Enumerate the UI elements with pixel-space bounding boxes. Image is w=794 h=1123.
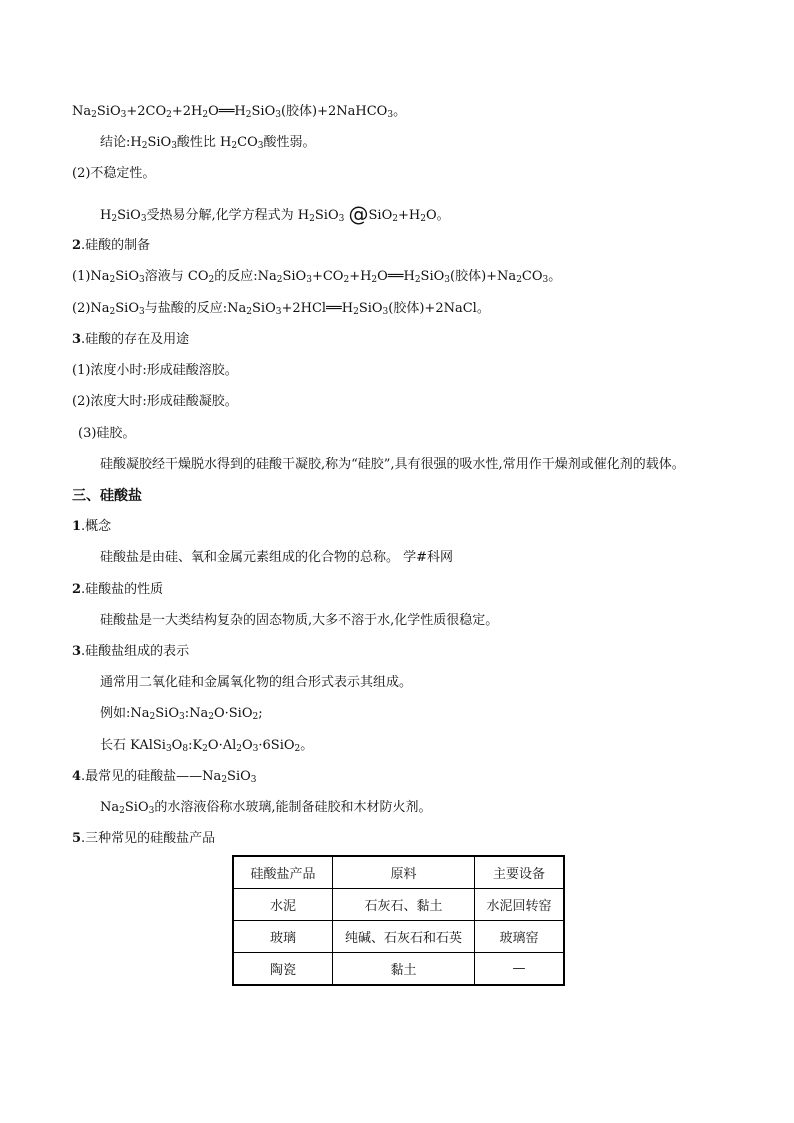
table-cell: 陶瓷 [233,953,333,986]
section-heading: 2.硅酸的制备 [72,238,151,253]
text-line: (3)硅胶。 [78,426,136,441]
conclusion-line: 结论$:H_2SiO_3$酸性比 $H_2CO_3$酸性弱。 [100,135,316,151]
silicate-products-table [232,855,565,986]
heat-symbol: @ [348,202,369,226]
paragraph: 硅酸凝胶经干燥脱水得到的硅酸干凝胶,称为“硅胶”,具有很强的吸水性,常用作干燥剂或催化剂的载体。 [100,457,685,472]
table-header: 原料 [333,856,475,889]
section-heading: 2.硅酸盐的性质 [72,582,164,597]
section-heading: 5.三种常见的硅酸盐产品 [72,831,216,846]
example-line: 例如$:Na_2SiO_3:Na_2O\cdot SiO_2$; [100,706,263,722]
section-heading: 3.硅酸盐组成的表示 [72,644,190,659]
table-cell: 黏土 [333,953,475,986]
paragraph: 硅酸盐是由硅、氧和金属元素组成的化合物的总称。 学#科网 [100,550,454,565]
table-cell: — [475,953,565,986]
paragraph: $Na_2SiO_3$的水溶液俗称水玻璃,能制备硅胶和木材防火剂。 [100,800,432,816]
example-line: 长石 $KAlSi_3O_8:K_2O\cdot Al_2O_3\cdot 6SiO_2$。 [100,738,314,754]
table-row [233,889,564,921]
table-cell: 玻璃 [233,921,333,953]
table-cell: 玻璃窑 [475,921,565,953]
text-line: (1)浓度小时:形成硅酸溶胶。 [72,363,238,378]
chapter-heading: 三、硅酸盐 [72,488,142,504]
table-header: 主要设备 [475,856,565,889]
table-row [233,953,564,986]
equation-line: $(2)Na_2SiO_3$与盐酸的反应$:Na_2SiO_3+2HCl══H_2SiO_3$(胶体)+2NaCl。 [72,301,490,317]
table-row [233,921,564,953]
paragraph: 硅酸盐是一大类结构复杂的固态物质,大多不溶于水,化学性质很稳定。 [100,613,499,628]
equation-line: $(1)Na_2SiO_3$溶液与 $CO_2$的反应$:Na_2SiO_3+CO_2+H_2O══H_2SiO_3$(胶体)$+Na_2CO_3$。 [72,269,562,285]
equation-line: $Na_2SiO_3+2CO_2+2H_2O══H_2SiO_3$(胶体)+2NaHCO$_3$。 [72,104,407,120]
section-heading: 3.硅酸的存在及用途 [72,332,190,347]
table-cell: 石灰石、黏土 [333,889,475,921]
subheading-instability: (2)不稳定性。 [72,166,156,181]
section-heading: 4.最常见的硅酸盐$——Na_2SiO_3$ [72,769,257,785]
paragraph: 通常用二氧化硅和金属氧化物的组合形式表示其组成。 [100,675,413,690]
section-heading: 1.概念 [72,519,112,534]
table-cell: 水泥 [233,889,333,921]
decomposition-line: $H_2SiO_3$受热易分解,化学方程式为 $H_2SiO_3$ $@SiO_2+H_2O$。 [100,202,450,226]
table-header-row [233,856,564,889]
table-cell: 纯碱、石灰石和石英 [333,921,475,953]
text-line: (2)浓度大时:形成硅酸凝胶。 [72,394,238,409]
table-header: 硅酸盐产品 [233,856,333,889]
table-cell: 水泥回转窑 [475,889,565,921]
